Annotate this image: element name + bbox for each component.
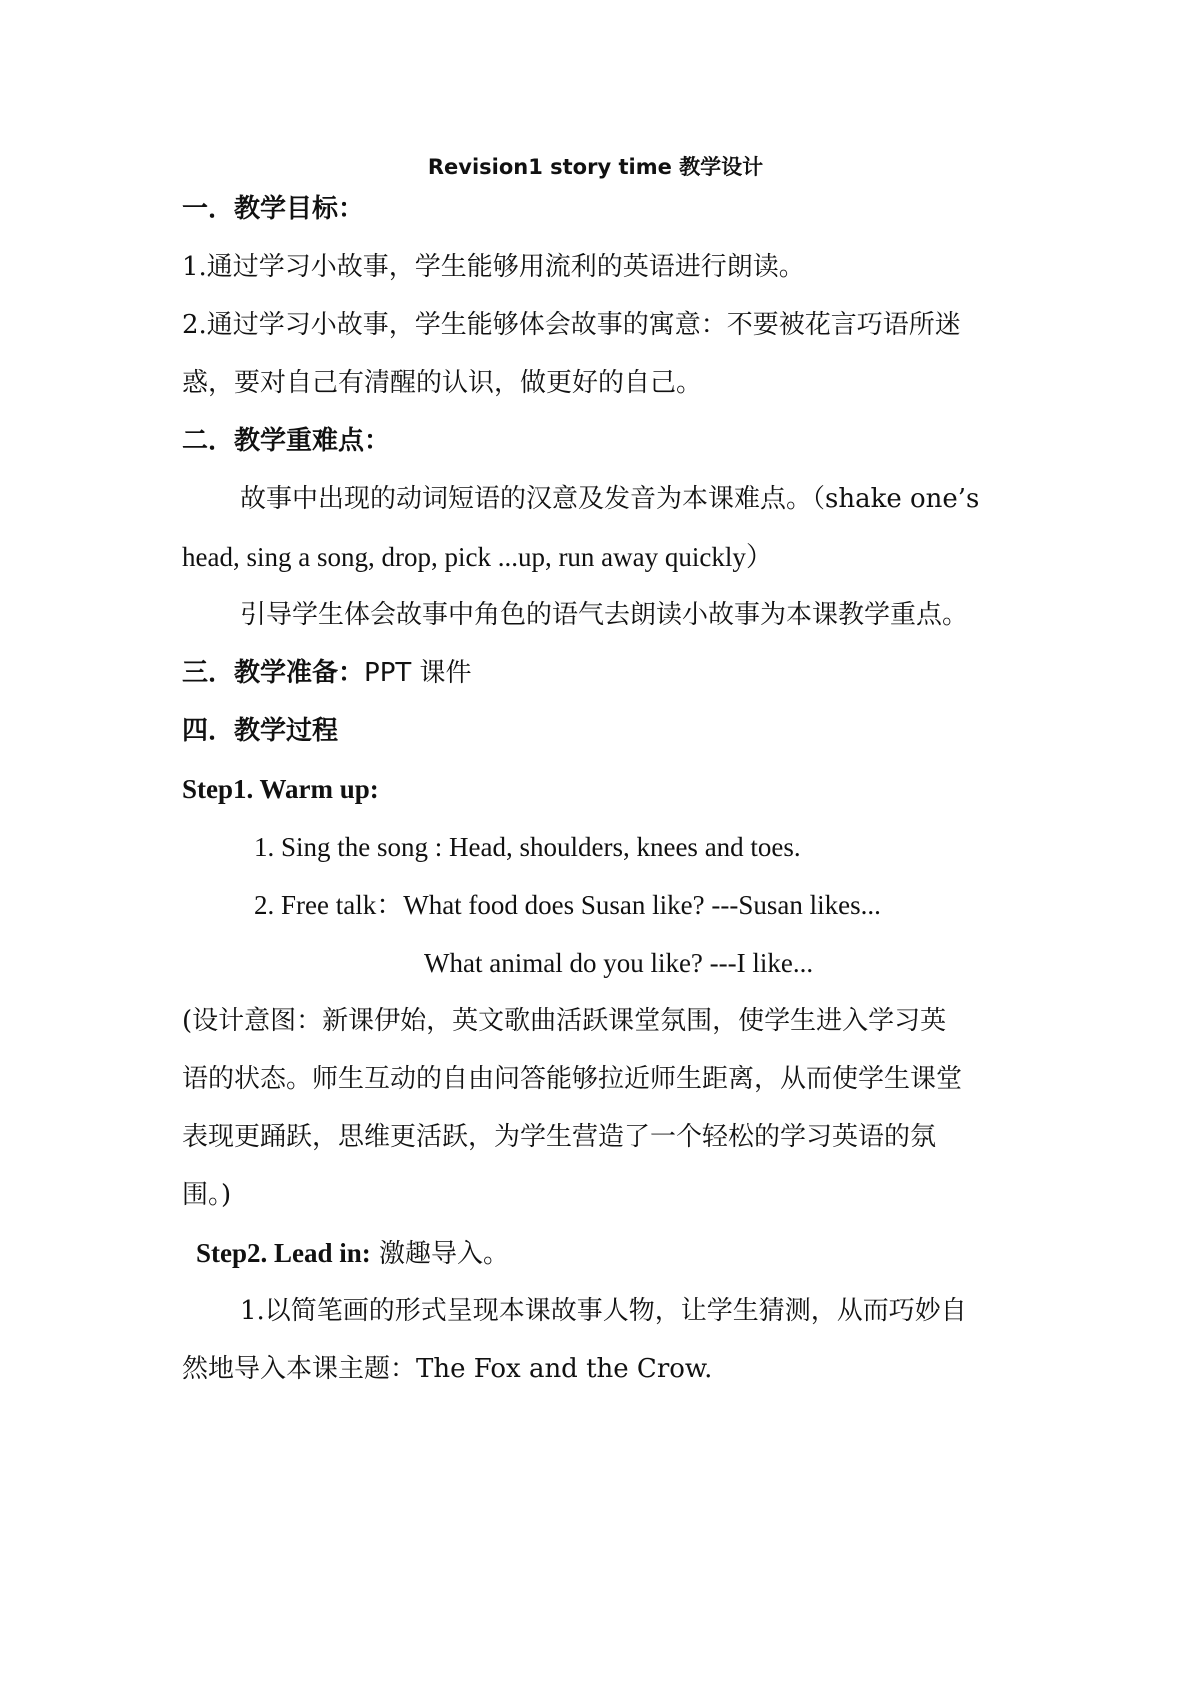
process-heading: 四．教学过程	[182, 716, 339, 746]
difficulty-line-2: head, sing a song, drop, pick ...up, run away quickly）	[182, 542, 773, 572]
document-title: Revision1 story time 教学设计	[427, 155, 764, 179]
step1-intent-line-4: 围。)	[182, 1180, 232, 1210]
preparation-row	[182, 656, 1022, 690]
step1-item-2-continuation: What animal do you like? ---I like...	[424, 948, 814, 978]
difficulty-line-1: 故事中出现的动词短语的汉意及发音为本课难点。（shake one’s	[240, 484, 980, 514]
step2-heading: Step2. Lead in:	[196, 1238, 371, 1268]
step2-heading-row	[196, 1236, 1036, 1271]
step2-item-1-line-2: 然地导入本课主题：The Fox and the Crow.	[182, 1354, 713, 1384]
step1-item-2: 2. Free talk：What food does Susan like? ---Susan likes...	[254, 890, 881, 920]
step1-intent-line-2: 语的状态。师生互动的自由问答能够拉近师生距离，从而使学生课堂	[182, 1064, 963, 1094]
keypoints-heading: 二．教学重难点：	[182, 426, 391, 456]
objectives-heading: 一．教学目标：	[182, 194, 365, 224]
step2-item-1-line-1: 1.以简笔画的形式呈现本课故事人物，让学生猜测，从而巧妙自	[240, 1296, 967, 1326]
step1-item-1: 1. Sing the song : Head, shoulders, knees and toes.	[254, 832, 801, 862]
objective-2-line-2: 惑，要对自己有清醒的认识，做更好的自己。	[182, 368, 703, 398]
step1-intent-line-1: (设计意图：新课伊始，英文歌曲活跃课堂氛围，使学生进入学习英	[182, 1006, 947, 1036]
step1-intent-line-3: 表现更踊跃，思维更活跃，为学生营造了一个轻松的学习英语的氛	[182, 1122, 937, 1152]
keypoint-line: 引导学生体会故事中角色的语气去朗读小故事为本课教学重点。	[240, 600, 969, 630]
step1-heading: Step1. Warm up:	[182, 774, 379, 804]
objective-2-line-1: 2.通过学习小故事，学生能够体会故事的寓意：不要被花言巧语所迷	[182, 310, 961, 340]
step2-heading-suffix: 激趣导入。	[379, 1239, 510, 1269]
preparation-heading: 三．教学准备：	[182, 658, 365, 688]
preparation-value: PPT 课件	[364, 658, 472, 688]
objective-1: 1.通过学习小故事，学生能够用流利的英语进行朗读。	[182, 252, 805, 282]
